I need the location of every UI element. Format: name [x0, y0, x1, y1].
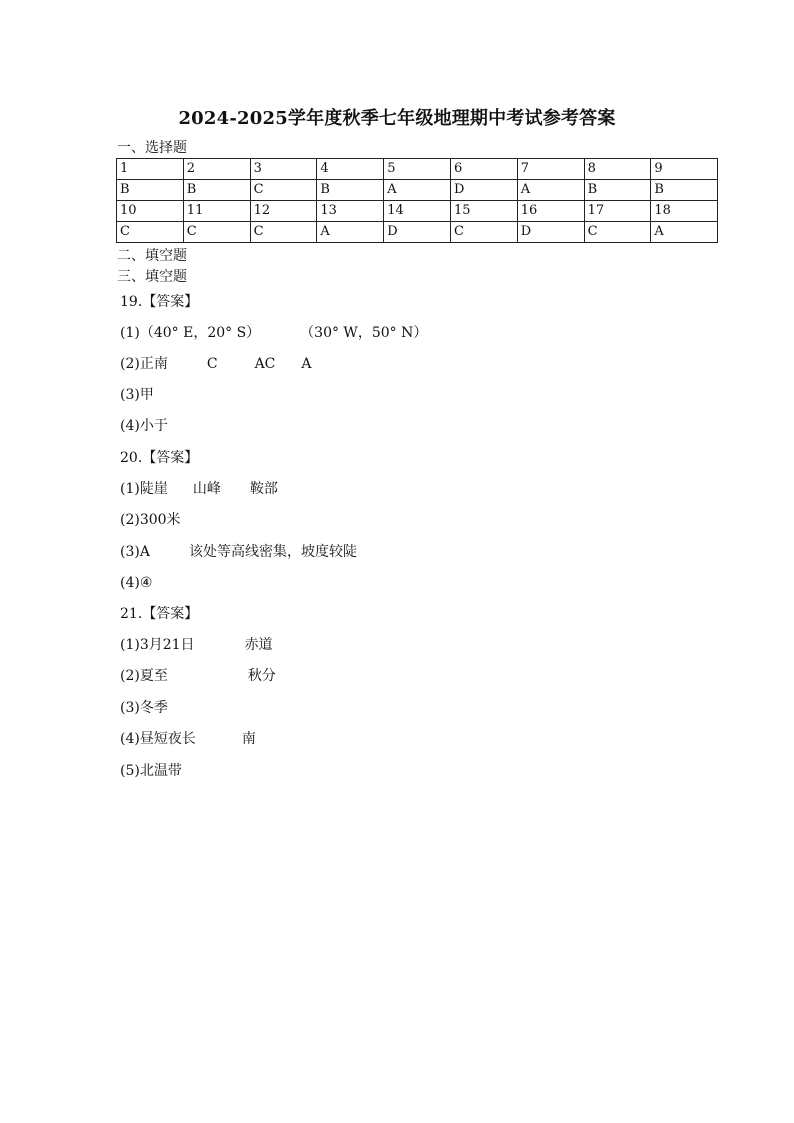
- q21-part3: (3)冬季: [120, 700, 168, 716]
- q19-part1-answer-a: (1)（40° E，20° S）: [120, 325, 261, 341]
- table-cell: C: [450, 222, 517, 243]
- q21-part4: [120, 730, 256, 748]
- q20-label: 20.【答案】: [120, 450, 199, 466]
- q19-part1: [120, 324, 427, 342]
- q20-part1-answer-a: (1)陡崖: [120, 481, 168, 497]
- table-cell: 15: [450, 201, 517, 222]
- q20-part1: [120, 480, 278, 498]
- table-cell: A: [384, 180, 451, 201]
- q19-part4: (4)小于: [120, 418, 168, 434]
- q21-label: 21.【答案】: [120, 606, 199, 622]
- q21-part1-answer-b: 赤道: [244, 637, 273, 653]
- table-cell: D: [517, 222, 584, 243]
- table-cell: 7: [517, 159, 584, 180]
- table-cell: A: [651, 222, 718, 243]
- table-cell: B: [117, 180, 184, 201]
- table-cell: B: [183, 180, 250, 201]
- table-cell: 3: [250, 159, 317, 180]
- table-cell: C: [584, 222, 651, 243]
- table-cell: 6: [450, 159, 517, 180]
- table-cell: 9: [651, 159, 718, 180]
- q20-part4: (4)④: [120, 575, 153, 591]
- q20-part1-answer-b: 山峰: [192, 481, 221, 497]
- section-heading-fill-blank-2: 三、填空题: [117, 269, 187, 285]
- q19-part2-answer-a: (2)正南: [120, 356, 168, 372]
- table-cell: 16: [517, 201, 584, 222]
- table-cell: D: [450, 180, 517, 201]
- q21-part5: (5)北温带: [120, 763, 182, 779]
- q21-part2-answer-a: (2)夏至: [120, 668, 168, 684]
- q20-part3-answer-b: 该处等高线密集，坡度较陡: [188, 544, 357, 560]
- table-cell: 2: [183, 159, 250, 180]
- page-title: 2024-2025学年度秋季七年级地理期中考试参考答案: [178, 108, 616, 129]
- table-cell: C: [117, 222, 184, 243]
- q19-part2-answer-b: C: [206, 356, 218, 372]
- table-cell: A: [317, 222, 384, 243]
- table-cell: C: [183, 222, 250, 243]
- table-cell: 8: [584, 159, 651, 180]
- table-cell: B: [317, 180, 384, 201]
- table-cell: C: [250, 180, 317, 201]
- q19-part2-answer-c: AC: [254, 356, 276, 372]
- q19-part2: [120, 355, 312, 373]
- table-cell: 5: [384, 159, 451, 180]
- table-row-answers: [117, 222, 718, 243]
- q20-part1-answer-c: 鞍部: [249, 481, 278, 497]
- table-cell: B: [651, 180, 718, 201]
- q19-part3: (3)甲: [120, 387, 154, 403]
- table-cell: 14: [384, 201, 451, 222]
- table-row-answers: [117, 180, 718, 201]
- table-cell: D: [384, 222, 451, 243]
- q20-part3-answer-a: (3)A: [120, 544, 150, 560]
- q21-part1-answer-a: (1)3月21日: [120, 637, 195, 653]
- table-cell: 12: [250, 201, 317, 222]
- q19-part1-answer-b: （30° W，50° N）: [300, 325, 428, 341]
- q19-label: 19.【答案】: [120, 294, 199, 310]
- table-cell: 11: [183, 201, 250, 222]
- table-cell: C: [250, 222, 317, 243]
- table-cell: 18: [651, 201, 718, 222]
- q19-part2-answer-d: A: [301, 356, 312, 372]
- table-row-question-numbers: [117, 201, 718, 222]
- q20-part2: (2)300米: [120, 512, 181, 528]
- q21-part4-answer-b: 南: [241, 731, 256, 747]
- table-cell: 10: [117, 201, 184, 222]
- q21-part1: [120, 636, 273, 654]
- q21-part2-answer-b: 秋分: [247, 668, 276, 684]
- table-cell: A: [517, 180, 584, 201]
- q21-part2: [120, 667, 276, 685]
- section-heading-multiple-choice: 一、选择题: [117, 140, 187, 156]
- q21-part4-answer-a: (4)昼短夜长: [120, 731, 196, 747]
- q20-part3: [120, 543, 357, 561]
- table-cell: 1: [117, 159, 184, 180]
- table-cell: 13: [317, 201, 384, 222]
- section-heading-fill-blank-1: 二、填空题: [117, 248, 187, 264]
- answer-table: [116, 158, 718, 243]
- table-cell: B: [584, 180, 651, 201]
- table-cell: 17: [584, 201, 651, 222]
- table-cell: 4: [317, 159, 384, 180]
- table-row-question-numbers: [117, 159, 718, 180]
